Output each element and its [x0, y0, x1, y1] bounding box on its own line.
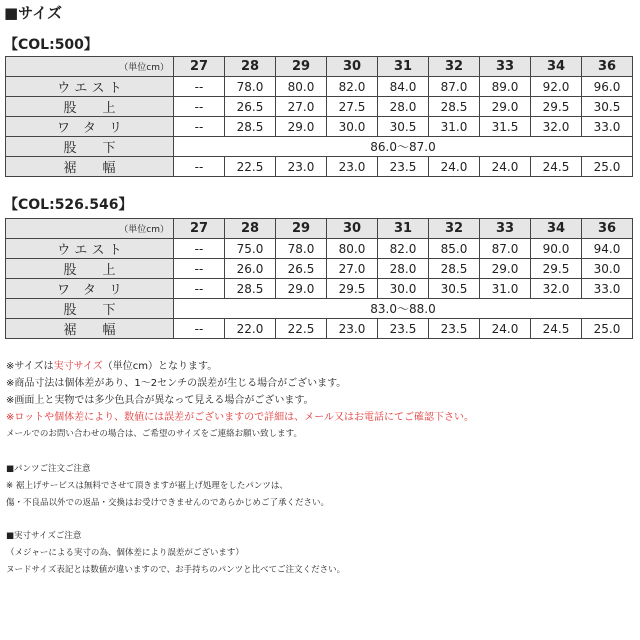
table-cell: 96.0 — [582, 77, 633, 97]
size-table-col500 — [5, 56, 633, 177]
table-cell: -- — [174, 117, 225, 137]
size-header-36: 36 — [582, 57, 633, 77]
table-cell: 26.5 — [276, 259, 327, 279]
size-header-32: 32 — [429, 57, 480, 77]
table-cell: 25.0 — [582, 157, 633, 177]
table-cell: 28.5 — [429, 259, 480, 279]
pants-order-line2: 傷・不良品以外での返品・交換はお受けできませんのであらかじめご了承ください。 — [6, 498, 330, 508]
table-cell: 26.5 — [225, 97, 276, 117]
inseam-range: 86.0〜87.0 — [174, 137, 633, 157]
size-header-34: 34 — [531, 219, 582, 239]
table-cell: 30.0 — [378, 279, 429, 299]
actual-size-line1: （メジャーによる実寸の為、個体差により誤差がございます） — [6, 548, 244, 558]
table-cell: 90.0 — [531, 239, 582, 259]
table-cell: 78.0 — [225, 77, 276, 97]
table-cell: 30.5 — [378, 117, 429, 137]
table-cell: 28.5 — [225, 279, 276, 299]
size-header-30: 30 — [327, 219, 378, 239]
table-cell: 23.5 — [378, 319, 429, 339]
row-label: ワ タ リ — [6, 117, 174, 137]
table-row — [6, 279, 633, 299]
table-cell: 30.0 — [582, 259, 633, 279]
table-cell: 33.0 — [582, 279, 633, 299]
table-cell: 26.0 — [225, 259, 276, 279]
row-label: 股 下 — [6, 299, 174, 319]
table2-label: 【COL:526.546】 — [4, 197, 133, 213]
table-cell: 23.0 — [327, 319, 378, 339]
table-cell: 33.0 — [582, 117, 633, 137]
notes-section — [6, 358, 634, 579]
table-cell: 85.0 — [429, 239, 480, 259]
table-cell: 25.0 — [582, 319, 633, 339]
table-cell: 27.0 — [276, 97, 327, 117]
note-actual-size: ※サイズは実寸サイズ（単位cm）となります。 — [6, 361, 218, 372]
table-cell: 30.5 — [582, 97, 633, 117]
table-row — [6, 299, 633, 319]
table-cell: 22.0 — [225, 319, 276, 339]
table-cell: 89.0 — [480, 77, 531, 97]
unit-label: （単位cm） — [6, 57, 174, 77]
actual-size-line2: ヌードサイズ表記とは数値が違いますので、お手持ちのパンツと比べてご注文ください。 — [6, 565, 346, 575]
table-cell: 80.0 — [276, 77, 327, 97]
table-cell: 31.0 — [480, 279, 531, 299]
table-row — [6, 319, 633, 339]
table-cell: 87.0 — [429, 77, 480, 97]
row-label: ウ エ ス ト — [6, 77, 174, 97]
size-header-29: 29 — [276, 219, 327, 239]
table-cell: 29.5 — [531, 97, 582, 117]
table-cell: 29.0 — [480, 259, 531, 279]
table-cell: 24.5 — [531, 157, 582, 177]
table-cell: 22.5 — [225, 157, 276, 177]
table-cell: 82.0 — [327, 77, 378, 97]
row-label: ウ エ ス ト — [6, 239, 174, 259]
size-table-col526 — [5, 218, 633, 339]
table-cell: 87.0 — [480, 239, 531, 259]
inseam-range: 83.0〜88.0 — [174, 299, 633, 319]
table-cell: 30.5 — [429, 279, 480, 299]
unit-label: （単位cm） — [6, 219, 174, 239]
table-cell: 27.5 — [327, 97, 378, 117]
size-header-30: 30 — [327, 57, 378, 77]
row-label: 裾 幅 — [6, 157, 174, 177]
size-header-29: 29 — [276, 57, 327, 77]
note-email: メールでのお問い合わせの場合は、ご希望のサイズをご連絡お願い致します。 — [6, 429, 302, 439]
size-header-28: 28 — [225, 219, 276, 239]
table-cell: 23.0 — [327, 157, 378, 177]
table-cell: 75.0 — [225, 239, 276, 259]
table-cell: 23.5 — [378, 157, 429, 177]
table-row — [6, 117, 633, 137]
row-label: 股 下 — [6, 137, 174, 157]
table-cell: 92.0 — [531, 77, 582, 97]
table-cell: -- — [174, 77, 225, 97]
table-cell: 32.0 — [531, 279, 582, 299]
table-row — [6, 157, 633, 177]
table-cell: 31.5 — [480, 117, 531, 137]
table-row — [6, 239, 633, 259]
table-cell: 82.0 — [378, 239, 429, 259]
size-header-row — [6, 57, 633, 77]
note-color: ※画面上と実物では多少色具合が異なって見える場合がございます。 — [6, 395, 314, 406]
actual-size-title: ■実寸サイズご注意 — [6, 531, 82, 541]
table-cell: 80.0 — [327, 239, 378, 259]
size-header-row — [6, 219, 633, 239]
table-cell: 30.0 — [327, 117, 378, 137]
table-cell: 24.0 — [480, 157, 531, 177]
table-row — [6, 97, 633, 117]
table-cell: -- — [174, 97, 225, 117]
table-cell: -- — [174, 239, 225, 259]
table-cell: 29.5 — [531, 259, 582, 279]
table-cell: 22.5 — [276, 319, 327, 339]
size-header-27: 27 — [174, 219, 225, 239]
table-row — [6, 137, 633, 157]
table-cell: 29.5 — [327, 279, 378, 299]
pants-order-line1: ※ 裾上げサービスは無料でさせて頂きますが裾上げ処理をしたパンツは、 — [6, 481, 288, 491]
table-cell: 28.0 — [378, 259, 429, 279]
row-label: 裾 幅 — [6, 319, 174, 339]
table-cell: 24.0 — [480, 319, 531, 339]
size-header-31: 31 — [378, 219, 429, 239]
row-label: ワ タ リ — [6, 279, 174, 299]
size-header-31: 31 — [378, 57, 429, 77]
table-cell: 29.0 — [276, 117, 327, 137]
table-cell: 29.0 — [480, 97, 531, 117]
size-header-36: 36 — [582, 219, 633, 239]
table-cell: -- — [174, 259, 225, 279]
table-cell: 94.0 — [582, 239, 633, 259]
pants-order-title: ■パンツご注文ご注意 — [6, 464, 91, 474]
table-cell: 23.0 — [276, 157, 327, 177]
table-row — [6, 259, 633, 279]
size-header-28: 28 — [225, 57, 276, 77]
size-header-33: 33 — [480, 57, 531, 77]
page-title: ■サイズ — [4, 4, 62, 22]
table-cell: -- — [174, 157, 225, 177]
table-cell: 28.5 — [225, 117, 276, 137]
table-cell: 32.0 — [531, 117, 582, 137]
table-cell: 29.0 — [276, 279, 327, 299]
row-label: 股 上 — [6, 259, 174, 279]
size-header-27: 27 — [174, 57, 225, 77]
note-lot-warning: ※ロットや個体差により、数値には誤差がございますので詳細は、メール又はお電話にてご確認下さい。 — [6, 412, 474, 423]
table-row — [6, 77, 633, 97]
table-cell: 23.5 — [429, 319, 480, 339]
table-cell: 24.0 — [429, 157, 480, 177]
table-cell: 28.0 — [378, 97, 429, 117]
table1-label: 【COL:500】 — [4, 37, 98, 53]
table-cell: 24.5 — [531, 319, 582, 339]
size-header-34: 34 — [531, 57, 582, 77]
table-cell: 84.0 — [378, 77, 429, 97]
table-cell: 31.0 — [429, 117, 480, 137]
table-cell: 28.5 — [429, 97, 480, 117]
note-tolerance: ※商品寸法は個体差があり、1〜2センチの誤差が生じる場合がございます。 — [6, 378, 347, 389]
row-label: 股 上 — [6, 97, 174, 117]
table-cell: 27.0 — [327, 259, 378, 279]
table-cell: -- — [174, 279, 225, 299]
table-cell: -- — [174, 319, 225, 339]
table-cell: 78.0 — [276, 239, 327, 259]
size-header-33: 33 — [480, 219, 531, 239]
size-header-32: 32 — [429, 219, 480, 239]
